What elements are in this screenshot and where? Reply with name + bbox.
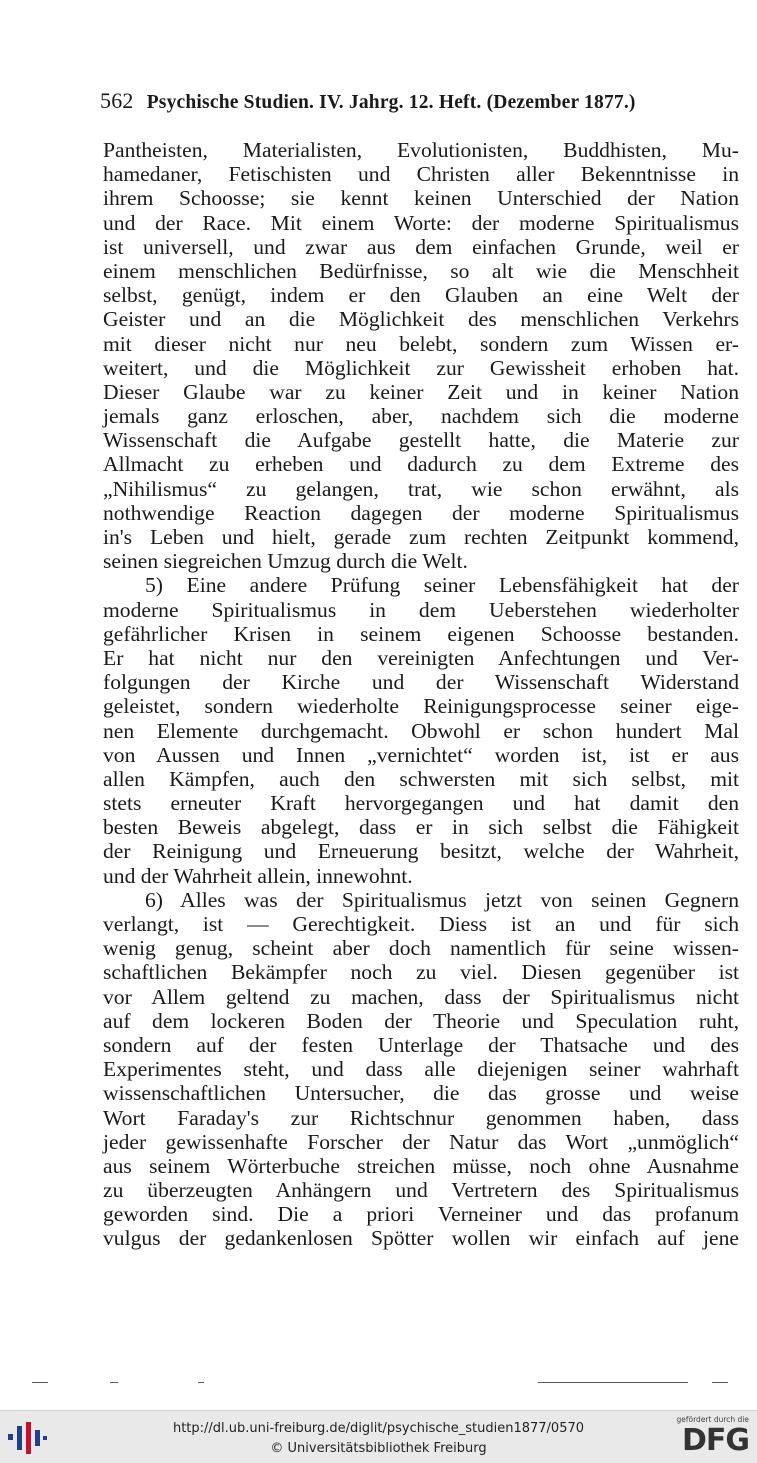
dfg-logo-icon[interactable]: DFG <box>681 1423 749 1458</box>
text-line: gefährlicher Krisen in seinem eigenen Schoosse bestanden. <box>103 621 739 646</box>
scan-rule <box>110 1382 118 1383</box>
copyright-notice: © Universitätsbibliothek Freiburg <box>270 1441 487 1456</box>
scan-rule <box>32 1382 48 1383</box>
scan-rule <box>198 1382 204 1383</box>
text-line: Geister und an die Möglichkeit des menschlichen Verkehrs <box>103 307 739 332</box>
text-line: zu überzeugten Anhängern und Vertretern des Spiritualismus <box>103 1178 739 1203</box>
text-line: verlangt, ist — Gerechtigkeit. Diess ist an und für sich <box>103 912 739 936</box>
footer-bar <box>0 1410 757 1463</box>
text-line: selbst, genügt, indem er den Glauben an eine Welt der <box>103 283 739 308</box>
text-line: seinen siegreichen Umzug durch die Welt. <box>103 549 468 574</box>
text-line: jemals ganz erloschen, aber, nachdem sich die moderne <box>103 404 739 429</box>
text-line: Wissenschaft die Aufgabe gestellt hatte, die Materie zur <box>103 428 739 453</box>
text-line: vulgus der gedankenlosen Spötter wollen wir einfach auf jene <box>103 1226 739 1251</box>
text-line: wenig genug, scheint aber doch namentlich für seine wissen- <box>103 936 739 961</box>
text-line: mit dieser nicht nur neu belebt, sondern zum Wissen er- <box>103 331 739 356</box>
text-line: nen Elemente durchgemacht. Obwohl er schon hundert Mal <box>103 718 739 743</box>
running-title: Psychische Studien. IV. Jahrg. 12. Heft. (Dezember 1877.) <box>146 92 636 113</box>
text-line: und der Wahrheit allein, innewohnt. <box>103 863 413 888</box>
text-line: hamedaner, Fetischisten und Christen aller Bekenntnisse in <box>103 162 739 187</box>
funding-note: gefördert durch die <box>676 1415 749 1424</box>
text-line: in's Leben und hielt, gerade zum rechten Zeitpunkt kommend, <box>103 525 739 549</box>
running-header <box>100 88 710 114</box>
text-line: folgungen der Kirche und der Wissenschaft Widerstand <box>103 670 739 695</box>
text-line: moderne Spiritualismus in dem Ueberstehen wiederholter <box>103 597 739 622</box>
paragraph-start: 6) Alles was der Spiritualismus jetzt von seinen Gegnern <box>145 887 739 912</box>
text-line: stets erneuter Kraft hervorgegangen und hat damit den <box>103 791 739 816</box>
text-line: und der Race. Mit einem Worte: der moderne Spiritualismus <box>103 210 739 235</box>
paragraph-start: 5) Eine andere Prüfung seiner Lebensfähigkeit hat der <box>145 573 739 598</box>
text-line: besten Beweis abgelegt, dass er in sich selbst die Fähigkeit <box>103 815 739 840</box>
text-line: vor Allem geltend zu machen, dass der Spiritualismus nicht <box>103 984 739 1009</box>
text-line: schaftlichen Bekämpfer noch zu viel. Diesen gegenüber ist <box>103 960 739 985</box>
text-line: der Reinigung und Erneuerung besitzt, welche der Wahrheit, <box>103 839 739 864</box>
scan-rule <box>712 1382 728 1383</box>
text-line: weitert, und die Möglichkeit zur Gewissheit erhoben hat. <box>103 355 739 380</box>
text-line: wissenschaftlichen Untersucher, die das grosse und weise <box>103 1081 739 1106</box>
text-line: ist universell, und zwar aus dem einfachen Grunde, weil er <box>103 234 739 259</box>
text-line: von Aussen und Innen „vernichtet“ worden ist, ist er aus <box>103 742 739 767</box>
text-line: Dieser Glaube war zu keiner Zeit und in keiner Nation <box>103 379 739 404</box>
page-number: 562 <box>100 88 134 113</box>
text-line: Allmacht zu erheben und dadurch zu dem Extreme des <box>103 452 739 477</box>
text-line: Experimentes steht, und dass alle diejenigen seiner wahrhaft <box>103 1057 739 1082</box>
body-text <box>103 138 739 1251</box>
text-line: aus seinem Wörterbuche streichen müsse, noch ohne Ausnahme <box>103 1153 739 1178</box>
text-line: sondern auf der festen Unterlage der Thatsache und des <box>103 1032 739 1057</box>
text-line: jeder gewissenhafte Forscher der Natur das Wort „unmöglich“ <box>103 1129 739 1154</box>
permalink-url[interactable]: http://dl.ub.uni-freiburg.de/diglit/psychische_studien1877/0570 <box>172 1421 585 1436</box>
text-line: Pantheisten, Materialisten, Evolutionisten, Buddhisten, Mu- <box>103 138 739 162</box>
scan-rule <box>538 1382 688 1383</box>
text-line: ihrem Schoosse; sie kennt keinen Unterschied der Nation <box>103 186 739 211</box>
text-line: „Nihilismus“ zu gelangen, trat, wie schon erwähnt, als <box>103 476 739 501</box>
text-line: Wort Faraday's zur Richtschnur genommen haben, dass <box>103 1105 739 1130</box>
text-line: einem menschlichen Bedürfnisse, so alt wie die Menschheit <box>103 258 739 283</box>
text-line: Er hat nicht nur den vereinigten Anfechtungen und Ver- <box>103 645 739 670</box>
text-line: allen Kämpfen, auch den schwersten mit sich selbst, mit <box>103 766 739 791</box>
text-line: nothwendige Reaction dagegen der moderne Spiritualismus <box>103 500 739 525</box>
text-line: auf dem lockeren Boden der Theorie und Speculation ruht, <box>103 1008 739 1033</box>
text-line: geworden sind. Die a priori Verneiner und das profanum <box>103 1202 739 1227</box>
text-line: geleistet, sondern wiederholte Reinigungsprocesse seiner eige- <box>103 694 739 719</box>
